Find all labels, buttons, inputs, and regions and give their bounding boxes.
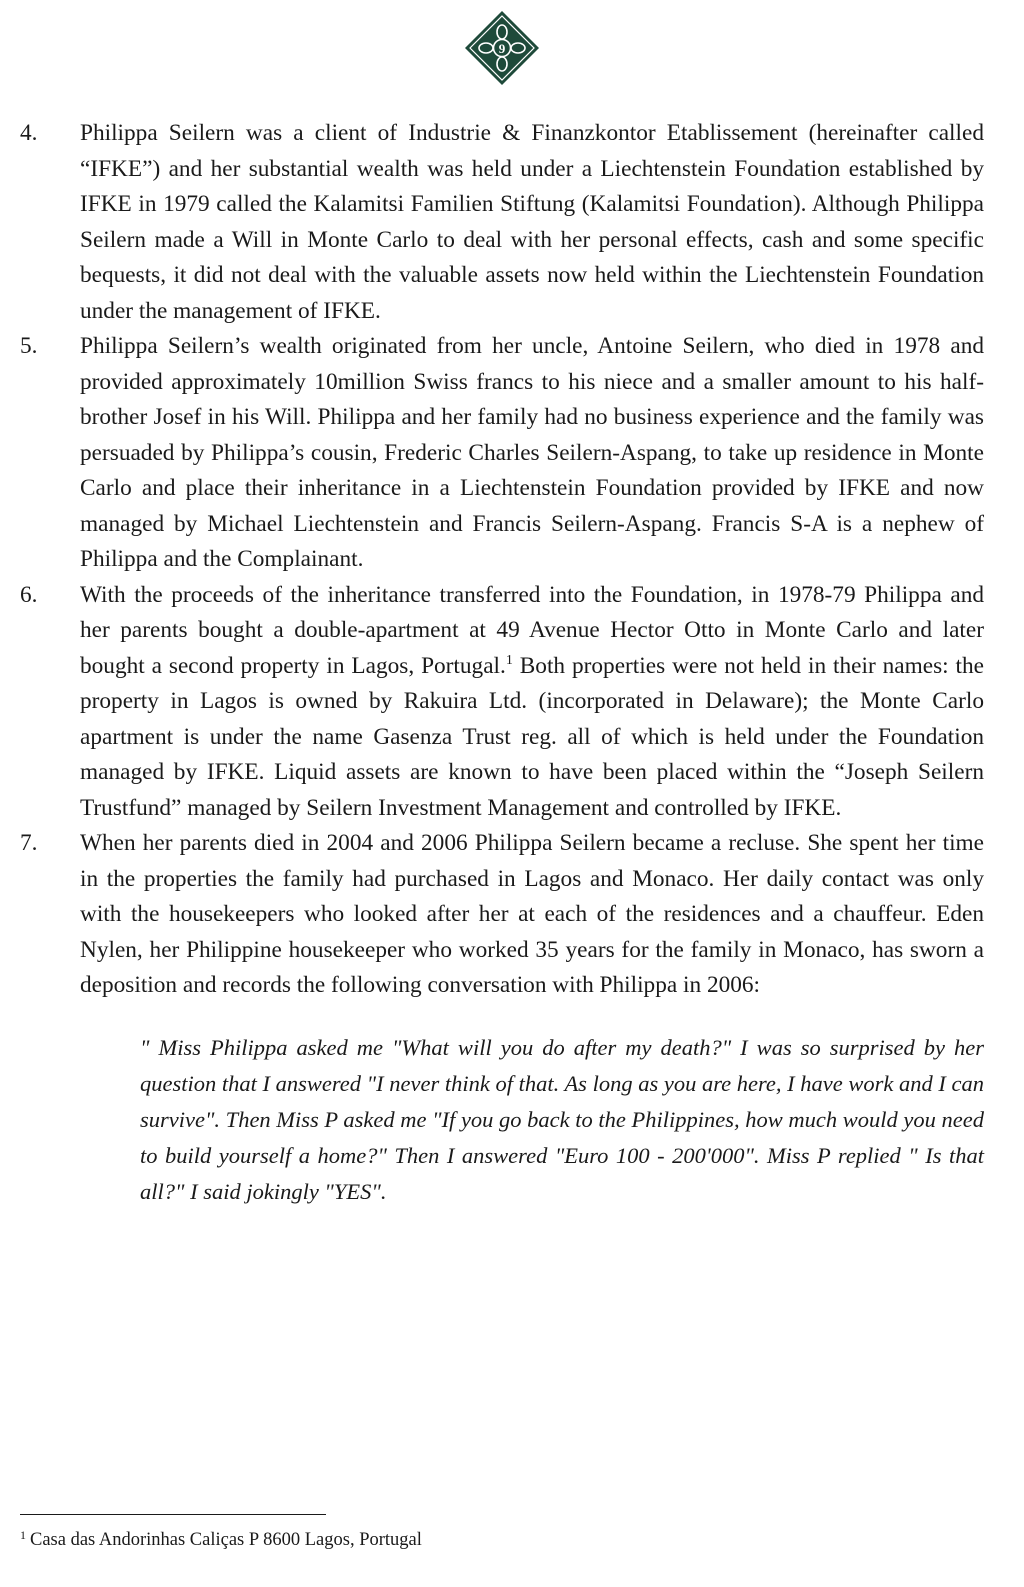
paragraph-number: 7. bbox=[20, 830, 38, 856]
footnote-text: Casa das Andorinhas Caliças P 8600 Lagos, Portugal bbox=[30, 1530, 422, 1550]
footnote-marker: 1 bbox=[20, 1528, 26, 1542]
paragraph-text: Philippa Seilern was a client of Industrie & Finanzkontor Etablissement (hereinafter called “IFKE”) and her substantial wealth was held under a Liechtenstein Foundation established by IFKE in 1979 called the Kalamitsi Familien Stiftung (Kalamitsi Foundation). Although Philippa Seilern made a Will in Monte Carlo to deal with her personal effects, cash and some specific bequests, it did not deal with the valuable assets now held within the Liechtenstein Foundation under the management of IFKE. bbox=[80, 120, 984, 324]
footnote-reference[interactable]: 1 bbox=[505, 652, 513, 668]
paragraph-text-part: Both properties were not held in their names: the property in Lagos is owned by Rakuira Ltd. (incorporated in Delaware); the Monte Carlo apartment is under the name Gasenza Trust reg. all of which is held under the Foundation managed by IFKE. Liquid assets are known to have been placed within the “Joseph Seilern Trustfund” managed by Seilern Investment Management and controlled by IFKE. bbox=[80, 652, 984, 821]
paragraph-5 bbox=[20, 329, 984, 578]
paragraph-7 bbox=[20, 826, 984, 1004]
paragraph-text-part: With the proceeds of the inheritance transferred into the Foundation, in 1978-79 Philippa and her parents bought a double-apartment at 49 Avenue Hector Otto in Monte Carlo and later bought a second property in Lagos, Portugal. bbox=[80, 581, 984, 679]
footnote-divider bbox=[20, 1514, 326, 1515]
paragraph-number: 4. bbox=[20, 120, 38, 146]
footnote bbox=[20, 1527, 422, 1553]
document-body bbox=[20, 116, 984, 1210]
paragraph-text: Philippa Seilern’s wealth originated from her uncle, Antoine Seilern, who died in 1978 and provided approximately 10million Swiss francs to his niece and a smaller amount to his half-brother Josef in his Will. Philippa and her family had no business experience and the family was persuaded by Philippa’s cousin, Frederic Charles Seilern-Aspang, to take up residence in Monte Carlo and place their inheritance in a Liechtenstein Foundation provided by IFKE and now managed by Michael Liechtenstein and Francis Seilern-Aspang. Francis S-A is a nephew of Philippa and the Complainant. bbox=[80, 333, 984, 572]
paragraph-6 bbox=[20, 578, 984, 827]
paragraph-number: 5. bbox=[20, 333, 38, 359]
deposition-quote: " Miss Philippa asked me "What will you do after my death?" I was so surprised by her question that I answered "I never think of that. As long as you are here, I have work and I can survive". Then Miss P asked me "If you go back to the Philippines, how much would you need to build yourself a home?" Then I answered "Euro 100 - 200'000". Miss P replied " Is that all?" I said jokingly "YES". bbox=[140, 1034, 984, 1204]
paragraph-text: When her parents died in 2004 and 2006 Philippa Seilern became a recluse. She spent her time in the properties the family had purchased in Lagos and Monaco. Her daily contact was only with the housekeepers who looked after her at each of the residences and a chauffeur. Eden Nylen, her Philippine housekeeper who worked 35 years for the family in Monaco, has sworn a deposition and records the following conversation with Philippa in 2006: bbox=[80, 830, 984, 998]
paragraph-4 bbox=[20, 116, 984, 329]
diamond-emblem-icon bbox=[464, 10, 540, 86]
paragraph-number: 6. bbox=[20, 581, 38, 608]
logo-numeral: 9 bbox=[498, 41, 506, 56]
paragraph-text bbox=[80, 578, 984, 827]
